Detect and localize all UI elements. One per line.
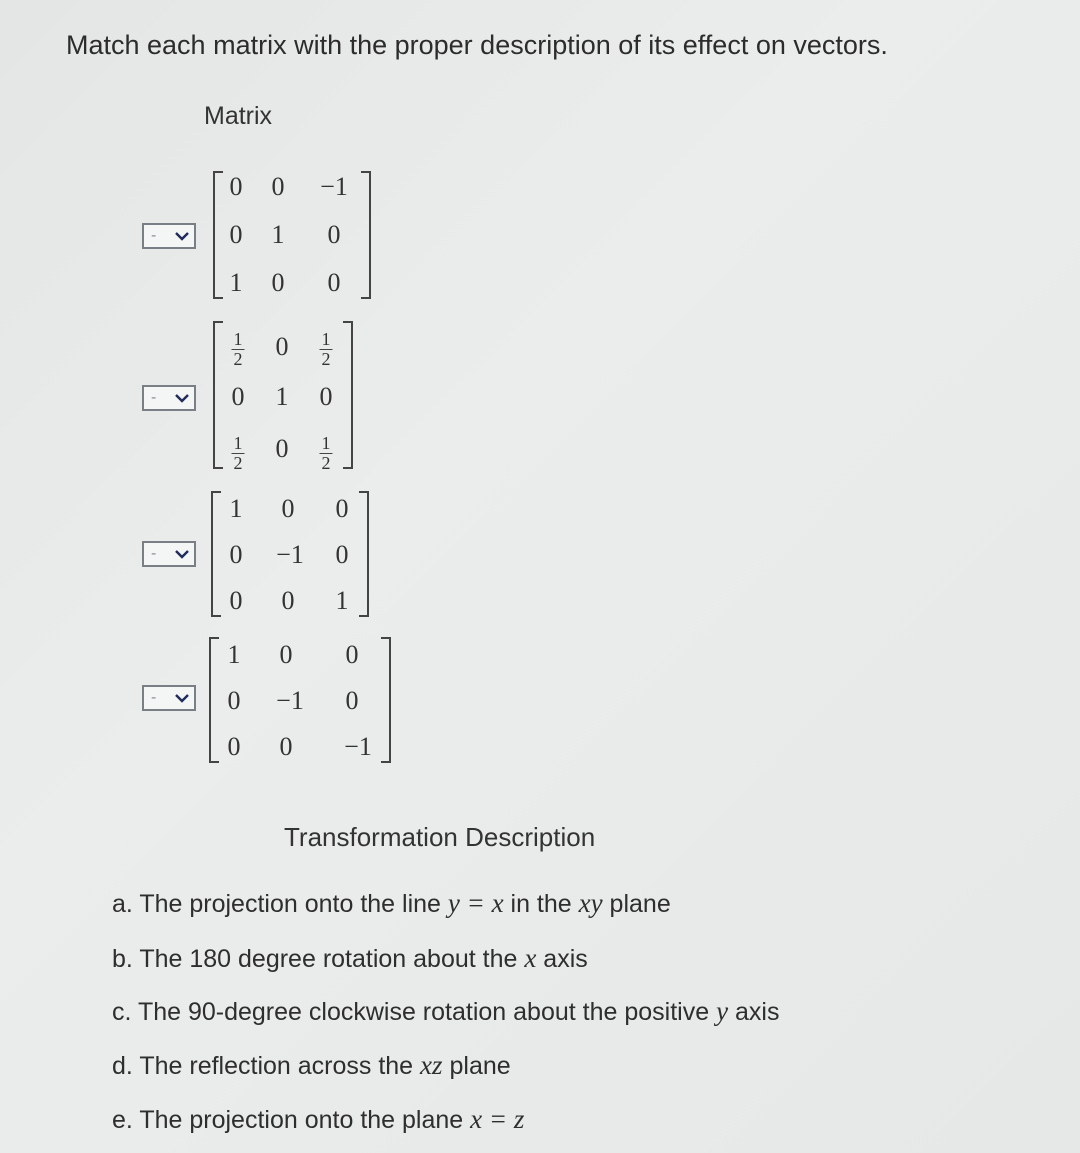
matrix-cell: 1: [229, 494, 243, 523]
chevron-down-icon: [174, 548, 190, 560]
desc-math: xy: [578, 888, 603, 918]
description-d: [112, 1050, 511, 1081]
select-value: -: [151, 689, 157, 706]
matrix-column-header: Matrix: [204, 102, 273, 130]
right-bracket: [342, 320, 354, 470]
right-bracket: [380, 636, 392, 764]
matrix-fraction-cell: $\frac{1}{2}$: [233, 329, 243, 369]
left-bracket: [212, 320, 224, 470]
right-bracket: [360, 170, 372, 300]
match-select-row-4[interactable]: [142, 685, 196, 711]
desc-text: e. The projection onto the plane: [112, 1106, 471, 1134]
select-value: -: [151, 545, 157, 562]
right-bracket: [358, 490, 370, 618]
matrix-fraction-cell: $\frac{1}{2}$: [321, 329, 331, 369]
matrix-cell: 0: [227, 686, 241, 715]
chevron-down-icon: [174, 392, 190, 404]
desc-text: in the: [503, 890, 579, 918]
match-select-row-1[interactable]: [142, 223, 196, 249]
matrix-cell: 0: [275, 434, 289, 463]
description-e: [112, 1104, 524, 1135]
chevron-down-icon: [174, 230, 190, 242]
left-bracket: [210, 490, 222, 618]
matrix-cell: −1: [320, 172, 348, 201]
desc-text: plane: [602, 890, 671, 918]
description-c: [112, 996, 779, 1027]
matrix-cell: 0: [229, 172, 243, 201]
matrix-cell: 1: [229, 268, 243, 297]
matrix-cell: 0: [229, 540, 243, 569]
desc-math: x = z: [470, 1104, 525, 1134]
matrix-cell: 0: [281, 494, 295, 523]
desc-text: c. The 90-degree clockwise rotation about the positive: [112, 998, 717, 1026]
matrix-cell: 0: [335, 540, 349, 569]
desc-text: axis: [728, 998, 780, 1026]
matrix-cell: 0: [319, 382, 333, 411]
matrix-cell: 0: [279, 732, 293, 761]
matrix-cell: 1: [335, 586, 349, 615]
select-value: -: [151, 227, 157, 244]
matrix-4: [208, 636, 392, 764]
description-column-header: Transformation Description: [284, 822, 596, 852]
matrix-fraction-cell: $\frac{1}{2}$: [321, 433, 331, 473]
matrix-cell: 0: [327, 220, 341, 249]
matrix-cell: 1: [275, 382, 289, 411]
desc-text: a. The projection onto the line: [112, 890, 448, 918]
match-select-row-3[interactable]: [142, 541, 196, 567]
matrix-cell: 0: [281, 586, 295, 615]
matrix-cell: 0: [231, 382, 245, 411]
matrix-cell: 0: [271, 268, 285, 297]
matrix-cell: 0: [335, 494, 349, 523]
matrix-cell: 0: [227, 732, 241, 761]
desc-math: x: [524, 943, 537, 973]
matrix-cell: 1: [227, 640, 241, 669]
desc-math: y: [716, 996, 729, 1026]
desc-text: d. The reflection across the: [112, 1052, 421, 1080]
select-value: -: [151, 389, 157, 406]
left-bracket: [212, 170, 224, 300]
matrix-cell: 0: [327, 268, 341, 297]
description-a: [112, 888, 671, 919]
matrix-cell: 0: [279, 640, 293, 669]
matrix-cell: −1: [276, 540, 304, 569]
question-text: Match each matrix with the proper description of its effect on vectors.: [66, 30, 888, 60]
matrix-3: [210, 490, 370, 618]
desc-text: plane: [442, 1052, 511, 1080]
description-b: [112, 943, 588, 974]
matrix-1: [212, 170, 372, 300]
desc-text: b. The 180 degree rotation about the: [112, 945, 525, 973]
desc-text: axis: [536, 945, 588, 973]
matrix-cell: 1: [271, 220, 285, 249]
match-select-row-2[interactable]: [142, 385, 196, 411]
matrix-fraction-cell: $\frac{1}{2}$: [233, 433, 243, 473]
desc-math: xz: [420, 1050, 443, 1080]
matrix-cell: 0: [229, 586, 243, 615]
matrix-cell: 0: [229, 220, 243, 249]
matrix-cell: 0: [275, 332, 289, 361]
matrix-cell: 0: [345, 686, 359, 715]
matrix-2: [212, 320, 354, 473]
matrix-cell: −1: [344, 732, 372, 761]
chevron-down-icon: [174, 692, 190, 704]
matrix-cell: 0: [345, 640, 359, 669]
matrix-cell: −1: [276, 686, 304, 715]
left-bracket: [208, 636, 220, 764]
matrix-cell: 0: [271, 172, 285, 201]
desc-math: y = x: [447, 888, 504, 918]
